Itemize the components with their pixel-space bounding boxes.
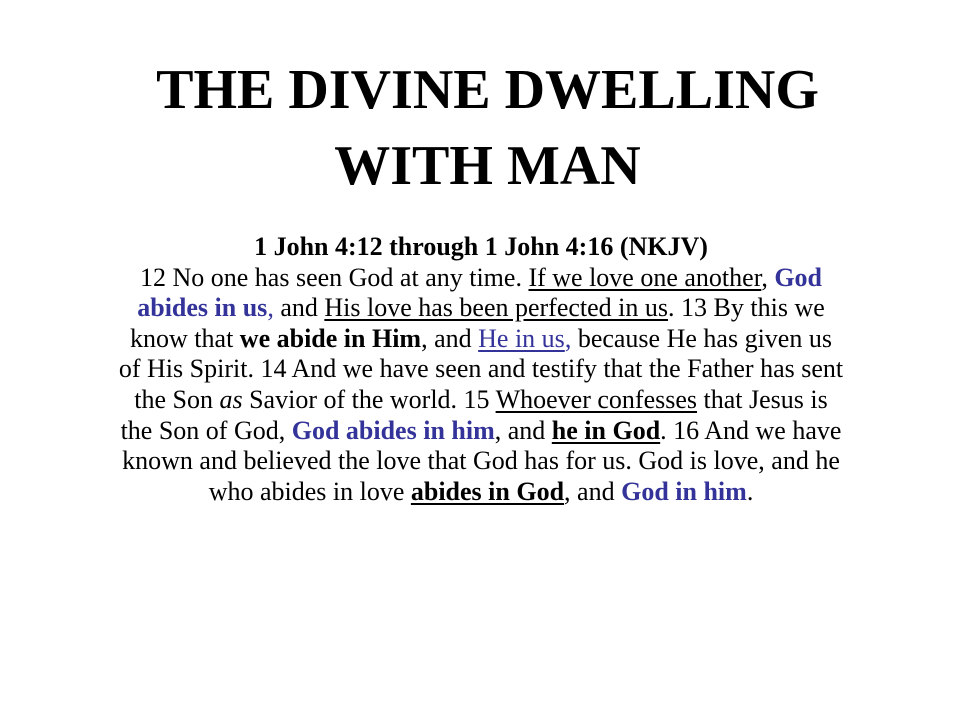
underlined-phrase: Whoever confesses bbox=[495, 384, 698, 414]
italic-word: as bbox=[219, 384, 243, 414]
verse-text: , and bbox=[564, 476, 622, 506]
verse-text: . bbox=[746, 476, 754, 506]
verse-text: 12 No one has seen God at any time. bbox=[139, 262, 529, 292]
verse-punctuation-blue: , bbox=[564, 323, 572, 353]
emphasis-phrase-blue: God abides in us bbox=[137, 262, 822, 323]
verse-text: that Jesus is the Son of God, bbox=[120, 384, 828, 445]
scripture-passage bbox=[118, 232, 844, 507]
verse-text: Savior of the world. 15 bbox=[242, 384, 496, 414]
slide-title-line-1: THE DIVINE DWELLING bbox=[156, 59, 819, 121]
slide-title bbox=[60, 52, 915, 204]
verse-text: , and bbox=[421, 323, 479, 353]
verse-punctuation-blue: , bbox=[267, 293, 274, 323]
underlined-phrase-blue: He in us bbox=[478, 323, 565, 353]
scripture-reference: 1 John 4:12 through 1 John 4:16 (NKJV) bbox=[254, 232, 708, 261]
slide-title-line-2: WITH MAN bbox=[334, 135, 641, 197]
verse-text: because He has given us of His Spirit. 14 And we have seen and testify that the Father has sent the Son bbox=[118, 323, 844, 414]
emphasis-phrase-blue: God in him bbox=[621, 476, 747, 506]
emphasis-phrase-blue: God abides in him bbox=[291, 415, 495, 445]
underlined-phrase: His love has been perfected in us bbox=[324, 293, 669, 323]
underlined-phrase: If we love one another bbox=[528, 262, 762, 292]
bold-underlined-phrase: abides in God bbox=[410, 476, 565, 506]
verse-text: , and bbox=[494, 415, 552, 445]
verse-text: and bbox=[273, 293, 325, 323]
bold-underlined-phrase: he in God bbox=[551, 415, 661, 445]
verse-text: . 16 And we have known and believed the love that God has for us. God is love, and he who abides in love bbox=[122, 415, 842, 506]
verse-text: . 13 By this we know that bbox=[130, 293, 825, 353]
bold-phrase: we abide in Him bbox=[239, 323, 422, 353]
verse-text: , bbox=[761, 262, 775, 292]
